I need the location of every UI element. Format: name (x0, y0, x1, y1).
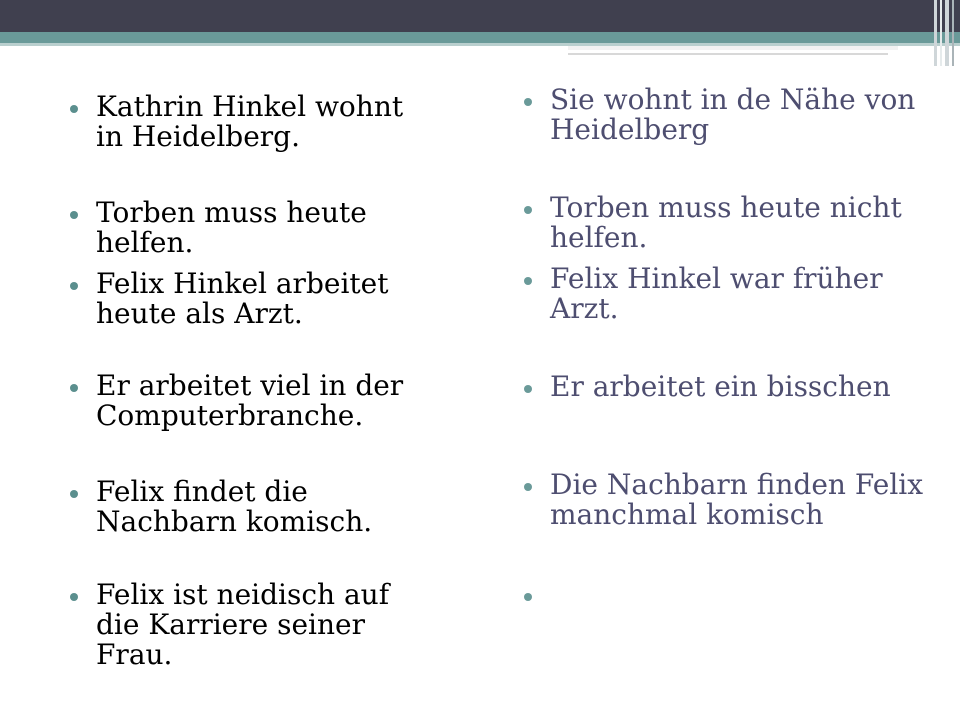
list-item-text: Felix Hinkel arbeitet heute als Arzt. (96, 267, 389, 330)
vertical-bar (940, 0, 942, 66)
bullet-icon (524, 593, 532, 601)
list-item-text: Felix findet die Nachbarn komisch. (96, 475, 373, 538)
bullet-icon (70, 490, 78, 498)
list-item (524, 470, 944, 530)
list-item-text: Kathrin Hinkel wohnt in Heidelberg. (96, 90, 404, 153)
header-vertical-bars (934, 0, 956, 66)
list-item (70, 269, 430, 329)
bullet-icon (524, 385, 532, 393)
list-item (524, 264, 944, 324)
list-item (70, 371, 430, 431)
bullet-icon (524, 277, 532, 285)
list-item (524, 372, 944, 402)
bullet-icon (70, 593, 78, 601)
vertical-bar (934, 0, 937, 66)
bullet-icon (70, 282, 78, 290)
header-highlight-strip (568, 46, 898, 50)
list-item-text: Er arbeitet viel in der Computerbranche. (96, 369, 404, 432)
header-band (0, 0, 960, 32)
header-highlight-line (568, 53, 888, 55)
list-item-text: Torben muss heute nicht helfen. (550, 191, 902, 254)
bullet-icon (524, 98, 532, 106)
vertical-bar (952, 0, 954, 66)
list-item-text: Er arbeitet ein bisschen (550, 370, 891, 403)
bullet-icon (524, 483, 532, 491)
bullet-icon (524, 206, 532, 214)
vertical-bar (945, 0, 949, 66)
list-item-text: Die Nachbarn finden Felix manchmal komisch (550, 468, 924, 531)
bullet-icon (70, 211, 78, 219)
list-item (70, 198, 430, 258)
bullet-icon (70, 384, 78, 392)
list-item-text: Sie wohnt in de Nähe von Heidelberg (550, 83, 916, 146)
list-item (524, 193, 944, 253)
list-item (70, 92, 430, 152)
list-item-text: Felix ist neidisch auf die Karriere seiner Frau. (96, 578, 390, 671)
list-item-text: Torben muss heute helfen. (96, 196, 367, 259)
list-item-text: Felix Hinkel war früher Arzt. (550, 262, 883, 325)
bullet-icon (70, 105, 78, 113)
list-item (524, 85, 944, 145)
list-item (70, 477, 430, 537)
header-accent-band (0, 32, 960, 43)
list-item (70, 580, 430, 670)
